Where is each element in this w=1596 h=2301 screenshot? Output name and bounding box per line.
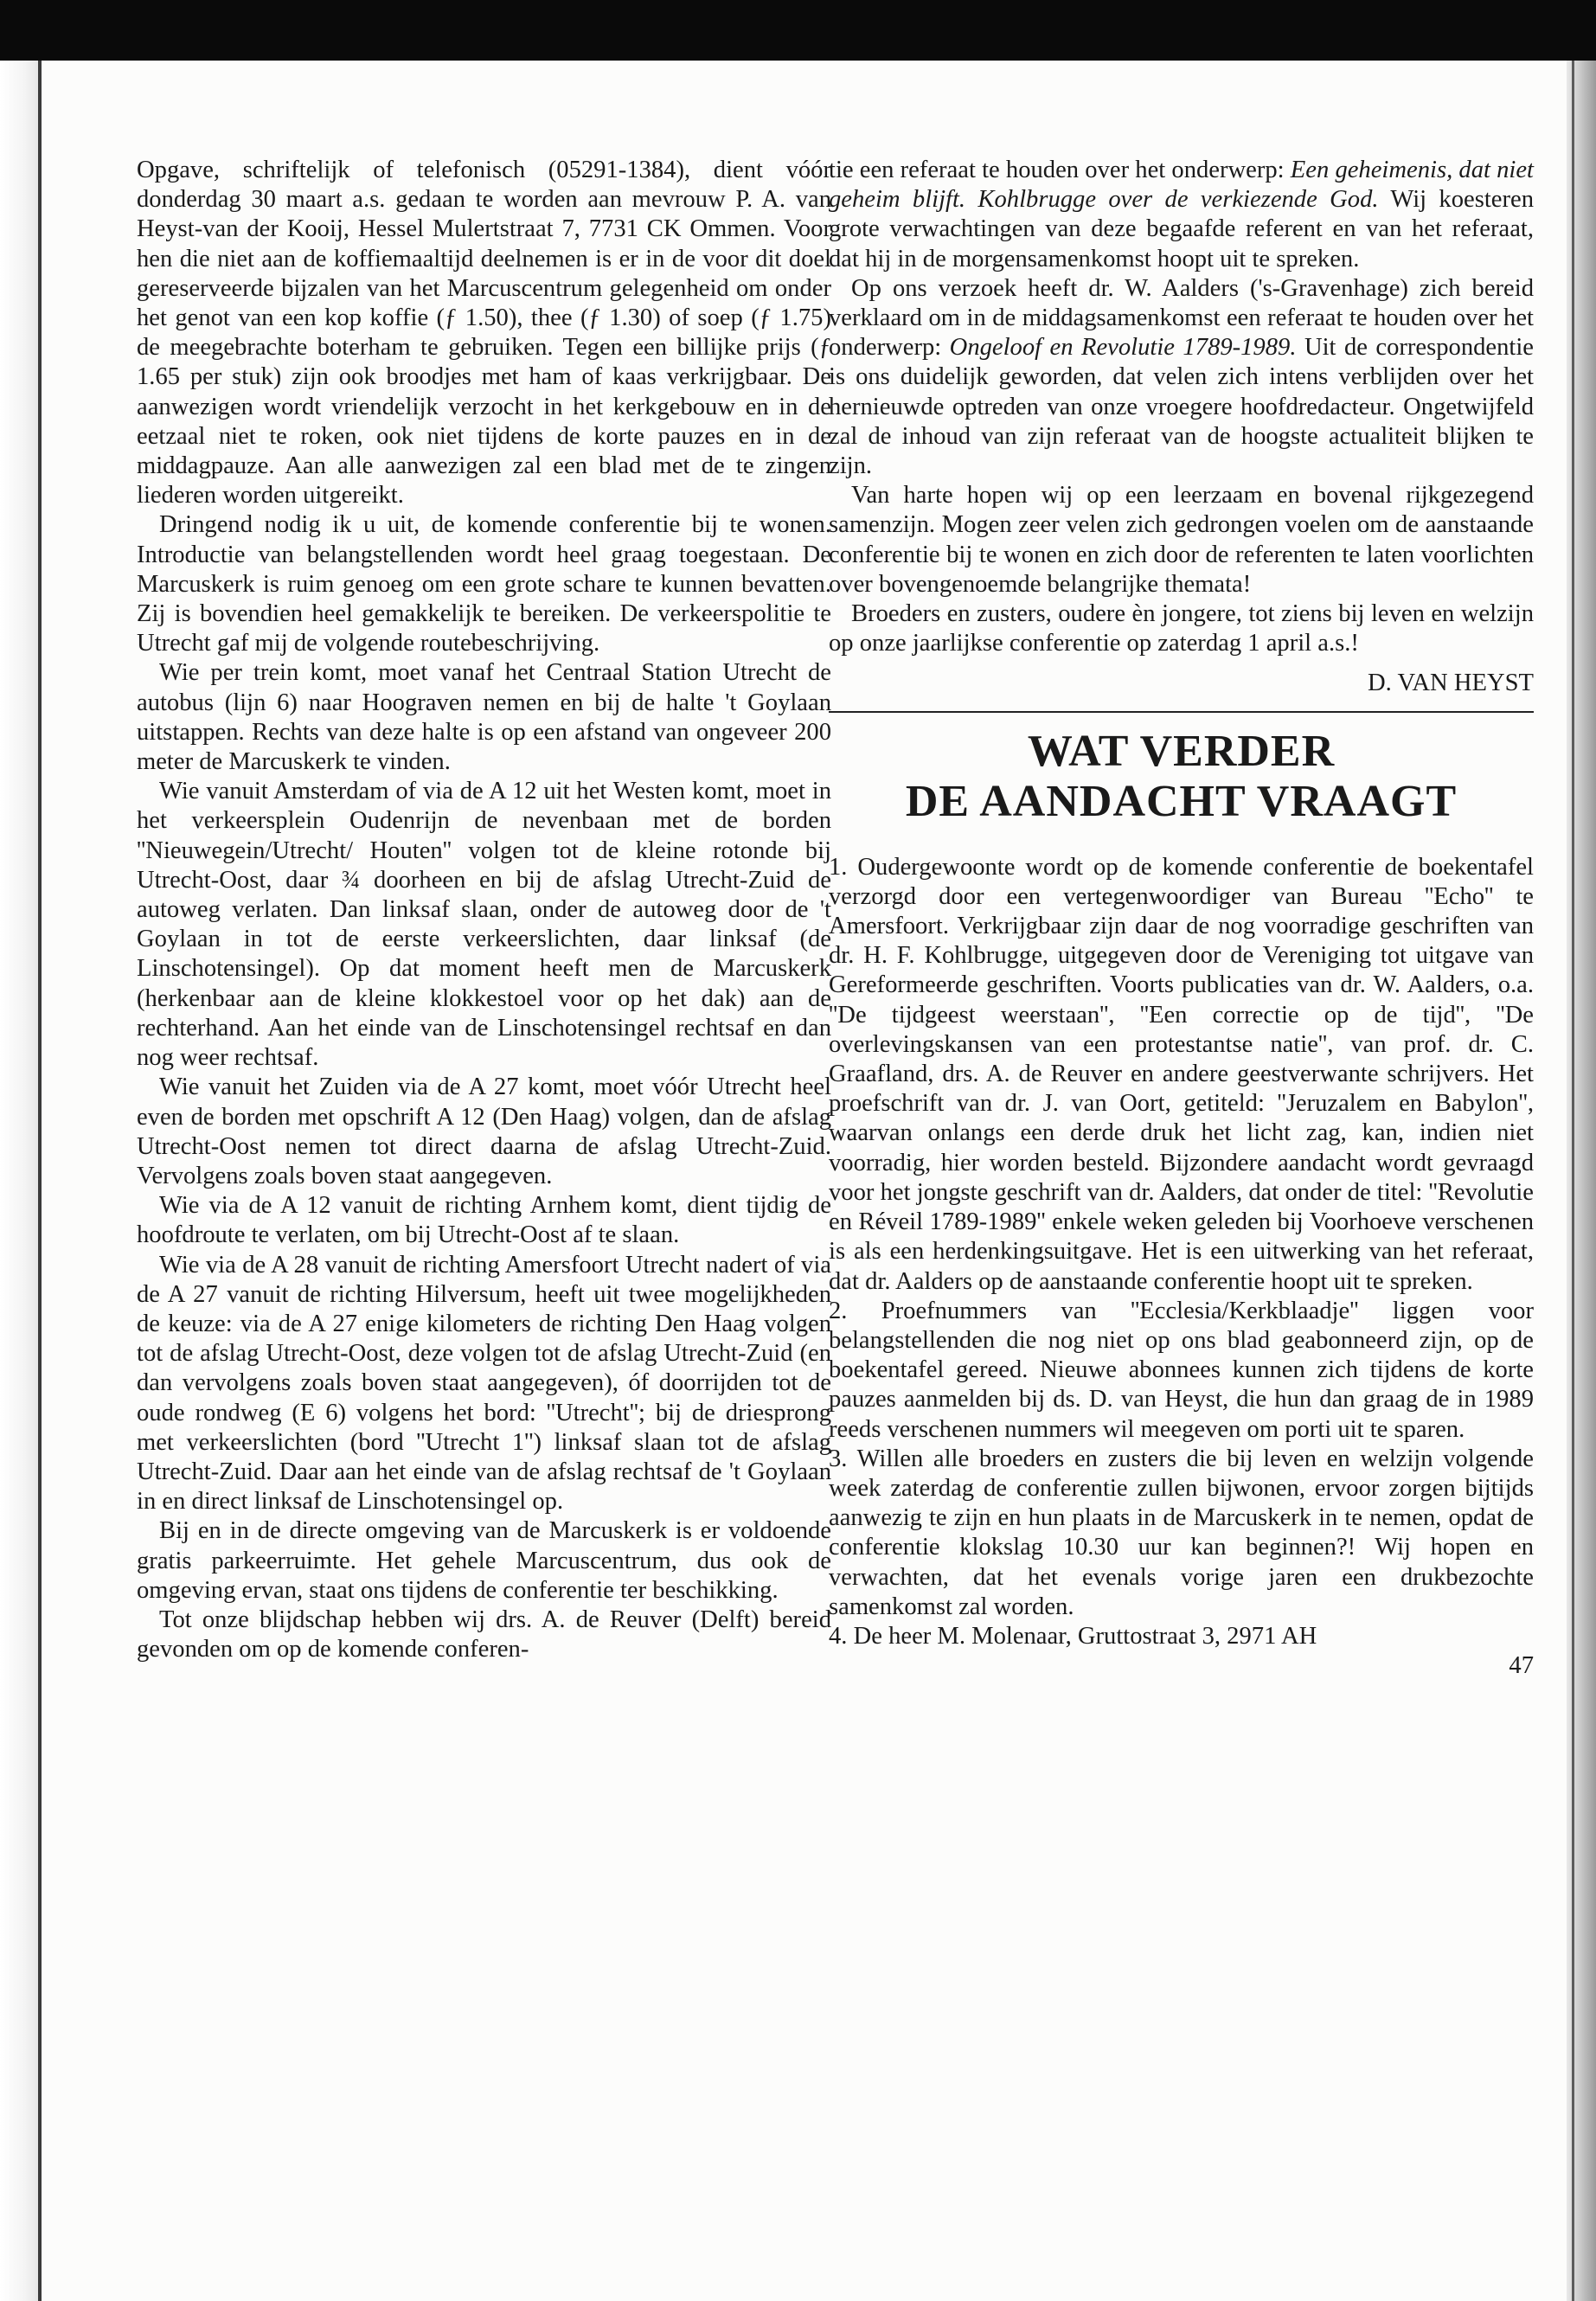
lecture-title-reuver: Een geheimenis, dat niet geheim blijft. Kohlbrugge over de verkiezende God. [829, 157, 1535, 214]
paragraph-registration: Opgave, schriftelijk of telefonisch (05291-1384), dient vóór donderdag 30 maart a.s. gedaan te worden aan mevrouw P. A. van Heyst-van der Kooij, Hessel Mulertstraat 7, 7731 CK Ommen. Voor hen die niet aan de koffiemaaltijd deelnemen is er in de voor dit doel gereserveerde bijzalen van het Marcuscentrum gelegenheid om onder het genot van een kop koffie (ƒ 1.50), thee (ƒ 1.30) of soep (ƒ 1.75) de meegebrachte boterham te gebruiken. Tegen een billijke prijs (ƒ 1.65 per stuk) zijn ook broodjes met ham of kaas verkrijgbaar. De aanwezigen wordt vriendelijk verzocht in het kerkgebouw en in de eetzaal niet te roken, ook niet tijdens de korte pauzes en in de middagpauze. Aan alle aanwezigen zal een blad met de te zingen liederen worden uitgereikt. [137, 157, 831, 510]
paragraph-route-arnhem: Wie via de A 12 vanuit de richting Arnhem komt, dient tijdig de hoofdroute te verlaten, om bij Utrecht-Oost af te slaan. [137, 1192, 831, 1249]
text-run: tie een referaat te houden over het onderwerp: [829, 157, 1291, 183]
paragraph-speaker-intro: Tot onze blijdschap hebben wij drs. A. de Reuver (Delft) bereid gevonden om op de komende conferen- [137, 1606, 831, 1663]
right-column [829, 156, 1534, 1681]
list-item-bookstall: 1. Oudergewoonte wordt op de komende conferentie de boekentafel verzorgd door een vertegenwoordiger van Bureau ''Echo'' te Amersfoort. Verkrijgbaar zijn daar de nog voorradige geschriften van dr. H. F. Kohlbrugge, uitgegeven door de Vereniging tot uitgave van Gereformeerde geschriften. Voorts publicaties van dr. W. Aalders, o.a. ''De tijdgeest weerstaan'', ''Een correctie op de tijd'', ''De overlevingskansen van een protestantse natie'', van prof. dr. C. Graafland, drs. A. de Reuver en andere geestverwante schrijvers. Het proefschrift van dr. J. van Oort, getiteld: ''Jeruzalem en Babylon'', waarvan onlangs een derde druk het licht zag, kan, indien niet voorradig, hier worden besteld. Bijzondere aandacht wordt gevraagd voor het jongste geschrift van dr. Aalders, dat onder de titel: ''Revolutie en Réveil 1789-1989'' enkele weken geleden bij Voorhoeve verschenen is als een herdenkingsuitgave. Het is een uitwerking van het referaat, dat dr. Aalders op de aanstaande conferentie hoopt uit te spreken. [829, 853, 1534, 1295]
heading-line-2: DE AANDACHT VRAAGT [905, 776, 1458, 826]
text-run: Wij koesteren grote verwachtingen van deze begaafde referent en van het referaat, dat hij in de morgensamenkomst hoopt uit te spreken. [829, 186, 1534, 272]
page-number: 47 [1509, 1652, 1534, 1680]
paragraph-farewell: Broeders en zusters, oudere èn jongere, tot ziens bij leven en welzijn op onze jaarlijkse conferentie op zaterdag 1 april a.s.! [829, 600, 1534, 657]
magazine-page [42, 61, 1567, 2301]
list-item-sample-issues: 2. Proefnummers van ''Ecclesia/Kerkblaadje'' liggen voor belangstellenden die nog niet op ons blad geabonneerd zijn, op de boekentafel gereed. Nieuwe abonnees kunnen zich tijdens de korte pauzes aanmelden bij ds. D. van Heyst, die hun dan graag de in 1989 reeds verschenen nummers wil meegeven om porti uit te sparen. [829, 1297, 1534, 1443]
paragraph-referaat-aalders [829, 274, 1534, 481]
left-column [137, 156, 831, 1664]
list-item-punctuality: 3. Willen alle broeders en zusters die bij leven en welzijn volgende week zaterdag de conferentie zullen bijwonen, ervoor zorgen bijtijds aanwezig te zijn en hun plaats in de Marcuskerk in te nemen, opdat de conferentie klokslag 10.30 uur kan beginnen?! Wij hopen en verwachten, dat het evenals vorige jaren een drukbezochte samenkomst zal worden. [829, 1445, 1534, 1620]
lecture-title-aalders: Ongeloof en Revolutie 1789-1989. [949, 334, 1297, 362]
paragraph-route-amersfoort: Wie via de A 28 vanuit de richting Amersfoort Utrecht nadert of via de A 27 vanuit de richting Hilversum, heeft uit twee mogelijkheden de keuze: via de A 27 enige kilometers de richting Den Haag volgen tot de afslag Utrecht-Oost, deze volgen tot de afslag Utrecht-Zuid (en dan vervolgens zoals boven staat aangegeven), óf doorrijden tot de oude rondweg (E 6) volgens het bord: ''Utrecht''; bij de driesprong met verkeerslichten (bord ''Utrecht 1'') linksaf slaan tot de afslag Utrecht-Zuid. Daar aan het einde van de afslag rechtsaf de 't Goylaan in en direct linksaf de Linschotensingel op. [137, 1251, 831, 1516]
list-item-molenaar: 4. De heer M. Molenaar, Gruttostraat 3, 2971 AH [829, 1622, 1317, 1650]
paragraph-route-train: Wie per trein komt, moet vanaf het Centraal Station Utrecht de autobus (lijn 6) naar Hoograven nemen en bij de halte 't Goylaan uitstappen. Rechts van deze halte is op een afstand van ongeveer 200 meter de Marcuskerk te vinden. [137, 659, 831, 776]
text-run: Op ons verzoek heeft dr. W. Aalders ('s-Gravenhage) zich bereid verklaard om in de middagsamenkomst een referaat te houden over het onderwerp: [829, 274, 1534, 362]
section-divider [829, 711, 1534, 713]
paragraph-invitation: Dringend nodig ik u uit, de komende conferentie bij te wonen. Introductie van belangstellenden wordt heel graag toegestaan. De Marcuskerk is ruim genoeg om een grote schare te kunnen bevatten. Zij is bovendien heel gemakkelijk te bereiken. De verkeerspolitie te Utrecht gaf mij de volgende routebeschrijving. [137, 511, 831, 657]
heading-line-1: WAT VERDER [1027, 726, 1336, 776]
paragraph-hope: Van harte hopen wij op een leerzaam en bovenal rijkgezegend samenzijn. Mogen zeer velen zich gedrongen voelen om de aanstaande conferentie bij te wonen en zich door de referenten te laten voorlichten over bovengenoemde belangrijke themata! [829, 482, 1534, 598]
scan-top-border [0, 0, 1596, 61]
scan-left-edge [0, 61, 42, 2301]
paragraph-route-amsterdam: Wie vanuit Amsterdam of via de A 12 uit het Westen komt, moet in het verkeersplein Oudenrijn de nevenbaan met de borden ''Nieuwegein/Utrecht/ Houten'' volgen tot de kleine rotonde bij Utrecht-Oost, daar ¾ doorheen en bij de afslag Utrecht-Zuid de autoweg verlaten. Dan linksaf slaan, onder de autoweg door de 't Goylaan in tot de eerste verkeerslichten, daar linksaf (de Linschotensingel). Op dat moment heeft men de Marcuskerk (herkenbaar aan de kleine klokkestoel voor op het dak) aan de rechterhand. Aan het einde van de Linschotensingel rechtsaf en dan nog weer rechtsaf. [137, 778, 831, 1072]
scan-right-edge [1567, 61, 1596, 2301]
paragraph-route-south: Wie vanuit het Zuiden via de A 27 komt, moet vóór Utrecht heel even de borden met opschrift A 12 (Den Haag) volgen, dan de afslag Utrecht-Oost nemen tot direct daarna de afslag Utrecht-Zuid. Vervolgens zoals boven staat aangegeven. [137, 1074, 831, 1189]
paragraph-parking: Bij en in de directe omgeving van de Marcuskerk is er voldoende gratis parkeerruimte. Het gehele Marcuscentrum, dus ook de omgeving ervan, staat ons tijdens de conferentie ter beschikking. [137, 1517, 831, 1604]
section-heading [829, 727, 1534, 827]
author-signature: D. VAN HEYST [1368, 670, 1534, 697]
paragraph-referaat-reuver [829, 156, 1534, 274]
text-run: Uit de correspondentie is ons duidelijk geworden, dat velen zich intens verblijden over het hernieuwde optreden van onze vroegere hoofdredacteur. Ongetwijfeld zal de inhoud van zijn referaat van de hoogste actualiteit blijken te zijn. [829, 334, 1534, 480]
